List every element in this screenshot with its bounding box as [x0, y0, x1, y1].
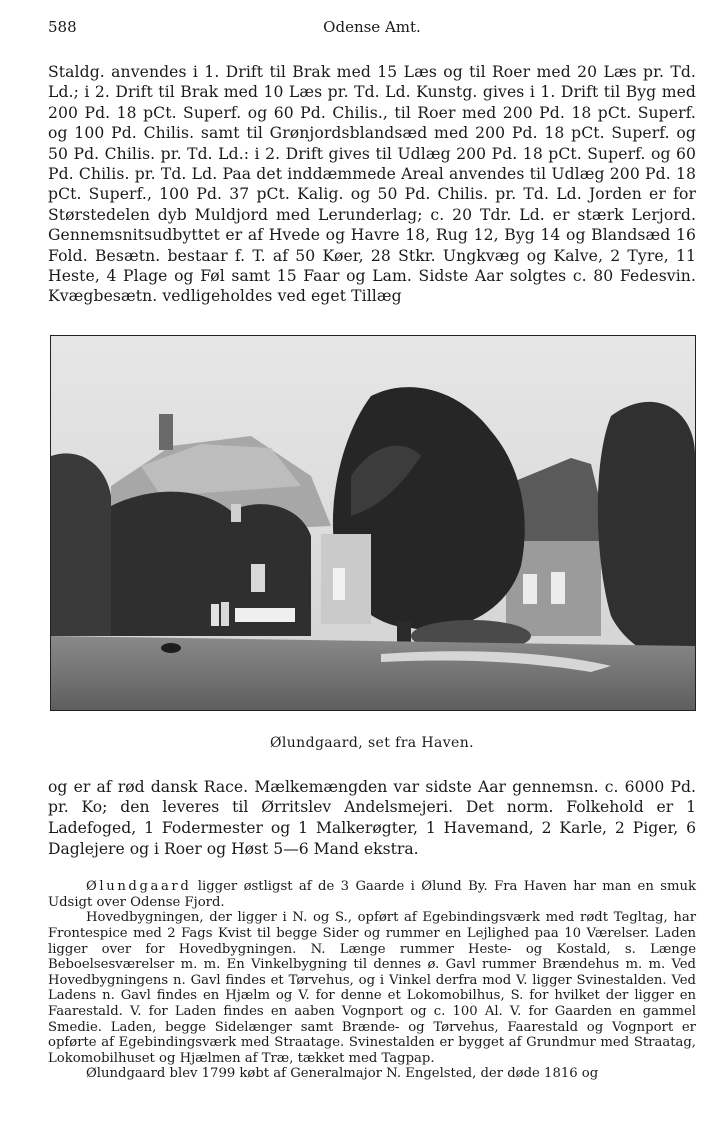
- small-paragraph-intro: [48, 879, 696, 910]
- page-number: 588: [48, 18, 77, 36]
- farm-photograph-image: [51, 336, 695, 710]
- farm-photograph: [50, 335, 696, 711]
- photo-caption: Ølundgaard, set fra Haven.: [270, 734, 474, 751]
- body-paragraph-continued: og er af rød dansk Race. Mælkemængden var sidste Aar gennemsn. c. 6000 Pd. pr. Ko; den leveres til Ørritslev Andelsmejeri. Det norm. Folkehold er 1 Ladefoged, 1 Fodermester og 1 Malkerøgter, 1 Havemand, 2 Karle, 2 Piger, 6 Daglejere og i Roer og Høst 5—6 Mand ekstra.: [48, 777, 696, 858]
- small-paragraph-intro-text: ligger østligst af de 3 Gaarde i Ølund By. Fra Haven har man en smuk Udsigt over Odense Fjord.: [48, 879, 696, 910]
- document-page: [48, 14, 696, 1082]
- page-header: [48, 14, 696, 40]
- running-head: Odense Amt.: [323, 18, 421, 36]
- small-paragraph-history: Ølundgaard blev 1799 købt af Generalmajor N. Engelsted, der døde 1816 og: [86, 1066, 599, 1082]
- farm-name: Ølundgaard: [86, 879, 192, 895]
- body-paragraph: Staldg. anvendes i 1. Drift til Brak med 15 Læs og til Roer med 20 Læs pr. Td. Ld.; i 2. Drift til Brak med 10 Læs pr. Td. Ld. Kunstg. gives i 1. Drift til Byg med 200 Pd. 18 pCt. Superf. og 60 Pd. Chilis., til Roer med 200 Pd. 18 pCt. Superf. og 100 Pd. Chilis. samt til Grønjordsblandsæd med 200 Pd. 18 pCt. Superf. og 50 Pd. Chilis. pr. Td. Ld.: i 2. Drift gives til Udlæg 200 Pd. 18 pCt. Superf. og 60 Pd. Chilis. pr. Td. Ld. Paa det inddæmmede Areal anvendes til Udlæg 200 Pd. 18 pCt. Superf., 100 Pd. 37 pCt. Kalig. og 50 Pd. Chilis. pr. Td. Ld. Jorden er for Størstedelen dyb Muldjord med Lerunderlag; c. 20 Tdr. Ld. er stærk Lerjord. Gennemsnitsudbyttet er af Hvede og Havre 18, Rug 12, Byg 14 og Blandsæd 16 Fold. Besætn. bestaar f. T. af 50 Køer, 28 Stkr. Ungkvæg og Kalve, 2 Tyre, 11 Heste, 4 Plage og Føl samt 15 Faar og Lam. Sidste Aar solgtes c. 80 Fedesvin. Kvægbesætn. vedligeholdes ved eget Tillæg: [48, 63, 696, 306]
- small-paragraph-buildings: Hovedbygningen, der ligger i N. og S., opført af Egebindingsværk med rødt Tegltag, har Frontespice med 2 Fags Kvist til begge Sider og rummer en Lejlighed paa 10 Værelser. Laden ligger over for Hovedbygningen. N. Længe rummer Heste- og Kostald, s. Længe Beboelsesværelser m. m. En Vinkelbygning til dennes ø. Gavl rummer Brændehus m. m. Ved Hovedbygningens n. Gavl findes et Tørvehus, og i Vinkel derfra mod V. ligger Svinestalden. Ved Ladens n. Gavl findes en Hjælm og V. for denne et Lokomobilhus, S. for hvilket der ligger en Faarestald. V. for Laden findes en aaben Vognport og c. 100 Al. V. for Gaarden en gammel Smedie. Laden, begge Sidelænger samt Brænde- og Tørvehus, Faarestald og Vognport er opførte af Egebindingsværk med Straatage. Svinestalden er bygget af Grundmur med Straatag, Lokomobilhuset og Hjælmen af Træ, tækket med Tagpap.: [48, 910, 696, 1066]
